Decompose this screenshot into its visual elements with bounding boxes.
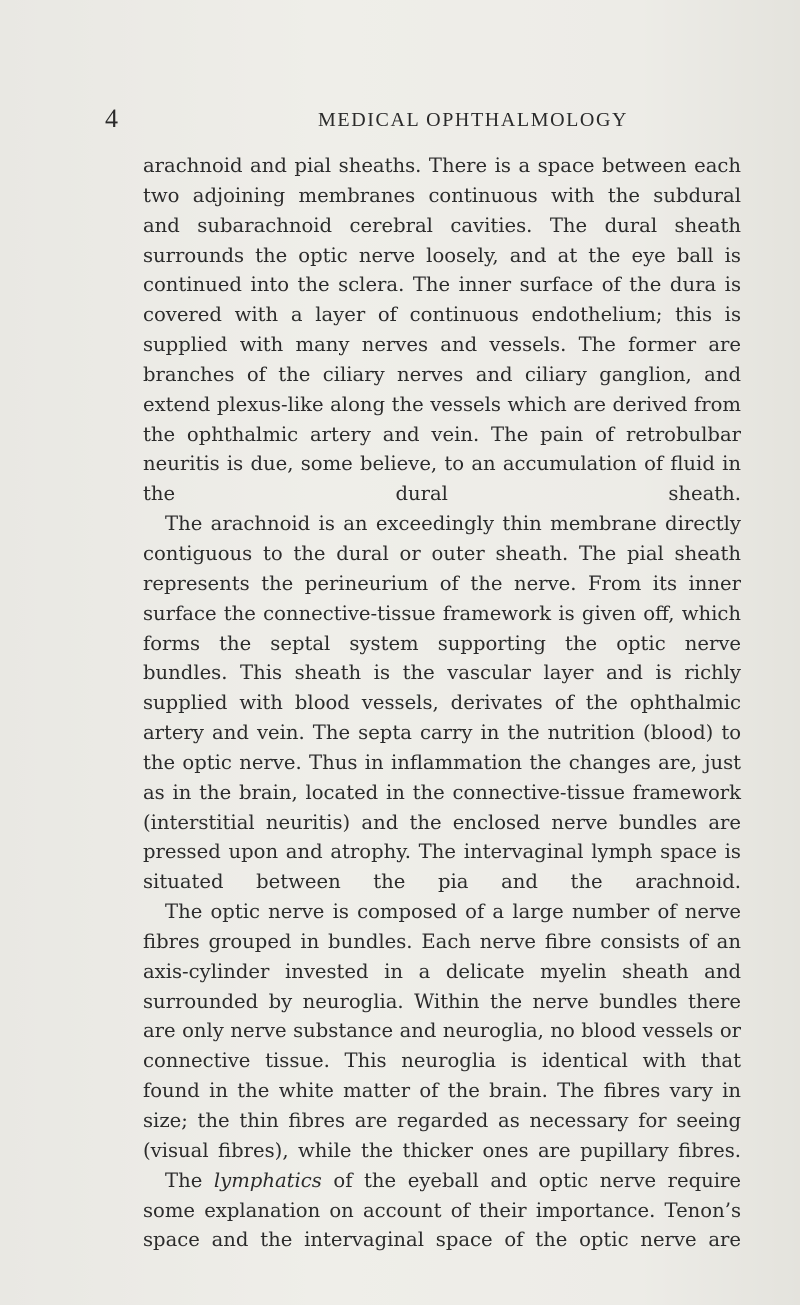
lymphatics-emphasis: lymphatics [213, 1168, 322, 1192]
paragraph-nerve-fibres: The optic nerve is composed of a large number of nerve fibres grouped in bundles. Each nerve fibre consists of an axis-cylinder invested in a delicate myelin sheath and surrounded by neuroglia. Within the nerve bundles there are only nerve substance and neuroglia, no blood vessels or connective tissue. This neuroglia is identical with that found in the white matter of the brain. The fibres vary in size; the thin fibres are regarded as necessary for seeing (visual fibres), while the thicker ones are pupillary fibres. [143, 900, 741, 1162]
body-text [143, 151, 741, 1255]
paragraph-arachnoid-pial: The arachnoid is an exceedingly thin membrane directly contiguous to the dural or outer sheath. The pial sheath represents the perineurium of the nerve. From its inner surface the connective-tissue framework is given off, which forms the septal system supporting the optic nerve bundles. This sheath is the vascular layer and is richly supplied with blood vessels, derivates of the ophthalmic artery and vein. The septa carry in the nutrition (blood) to the optic nerve. Thus in inflammation the changes are, just as in the brain, located in the connective-tissue framework (interstitial neuritis) and the enclosed nerve bundles are pressed upon and atrophy. The intervaginal lymph space is situated between the pia and the arachnoid. [143, 512, 741, 894]
lymphatics-text: of the eyeball and optic nerve require some explanation on account of their importance. Tenon’s space and the intervaginal space of the optic nerve are [143, 1168, 741, 1252]
paragraph-lymphatics [143, 1166, 741, 1256]
paragraph-dural-sheath: arachnoid and pial sheaths. There is a space between each two adjoining membranes continuous with the subdural and subarachnoid cerebral cavities. The dural sheath surrounds the optic nerve loosely, and at the eye ball is continued into the sclera. The inner surface of the dura is covered with a layer of continuous endothelium; this is supplied with many nerves and vessels. The former are branches of the ciliary nerves and ciliary ganglion, and extend plexus-like along the vessels which are derived from the ophthalmic artery and vein. The pain of retrobulbar neuritis is due, some believe, to an accumulation of fluid in the dural sheath. [143, 154, 741, 506]
page-header [105, 104, 745, 134]
page-number: 4 [105, 104, 118, 133]
lymphatics-lead: The [165, 1168, 214, 1192]
running-title: MEDICAL OPHTHALMOLOGY [318, 109, 629, 131]
